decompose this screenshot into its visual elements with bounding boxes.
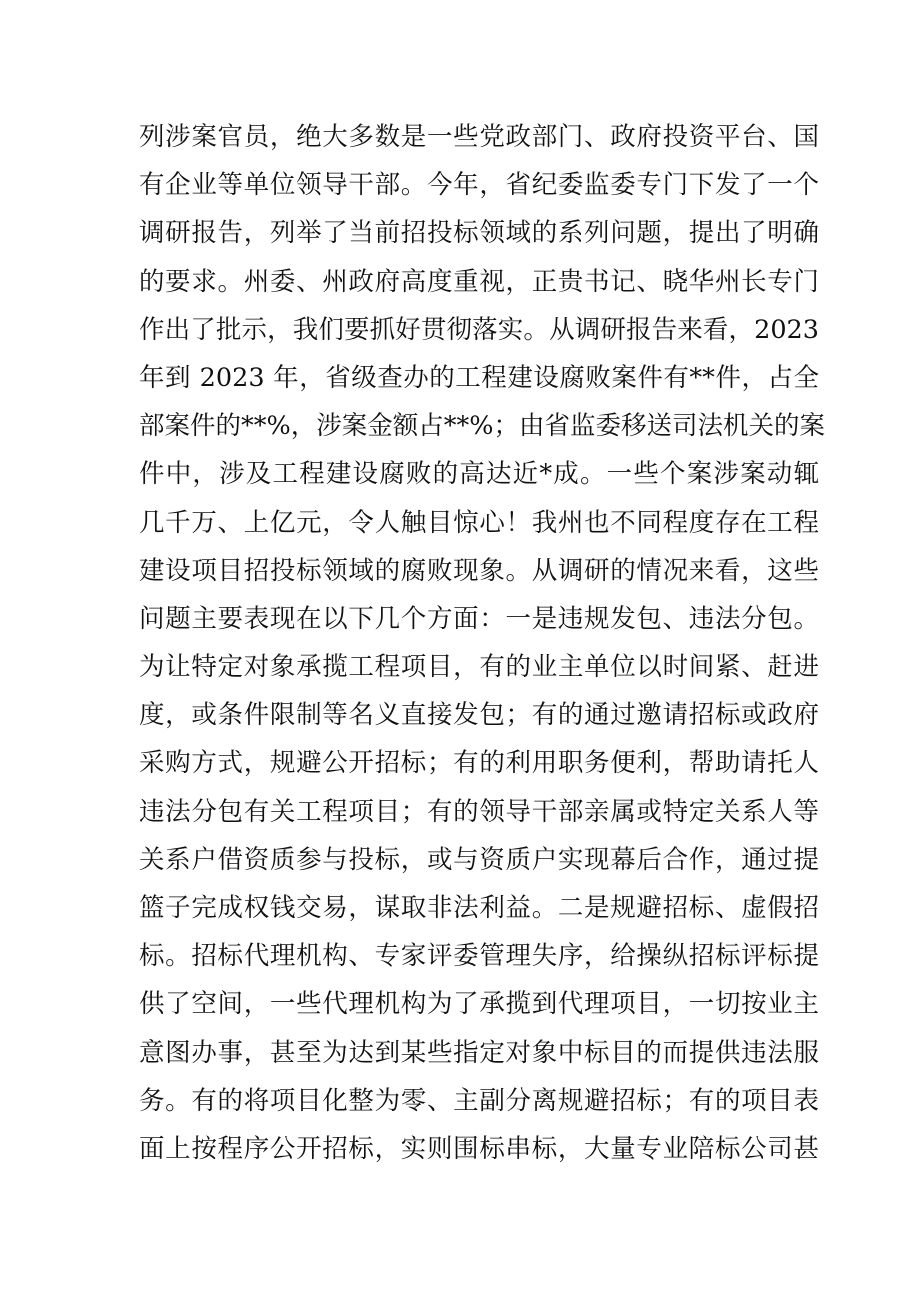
text-line: 篮子完成权钱交易，谋取非法利益。二是规避招标、虚假招: [139, 893, 819, 923]
text-line: 列涉案官员，绝大多数是一些党政部门、政府投资平台、国: [139, 122, 819, 152]
text-line: 年到 2023 年，省级查办的工程建设腐败案件有**件，占全: [139, 362, 819, 393]
text-line: 为让特定对象承揽工程项目，有的业主单位以时间紧、赶进: [139, 652, 819, 683]
text-line: 有企业等单位领导干部。今年，省纪委监委专门下发了一个: [139, 170, 819, 201]
text-line: 面上按程序公开招标，实则围标串标，大量专业陪标公司甚: [139, 1133, 819, 1164]
text-line: 几千万、上亿元，令人触目惊心！我州也不同程度存在工程: [139, 507, 819, 538]
text-line: 采购方式，规避公开招标；有的利用职务便利，帮助请托人: [139, 748, 819, 779]
text-line: 建设项目招投标领域的腐败现象。从调研的情况来看，这些: [139, 555, 819, 586]
text-line: 标。招标代理机构、专家评委管理失序，给操纵招标评标提: [139, 941, 819, 972]
text-line: 问题主要表现在以下几个方面：一是违规发包、违法分包。: [139, 603, 819, 634]
text-line: 的要求。州委、州政府高度重视，正贵书记、晓华州长专门: [139, 266, 819, 297]
text-line: 务。有的将项目化整为零、主副分离规避招标；有的项目表: [139, 1085, 819, 1116]
text-line: 部案件的**%，涉案金额占**%；由省监委移送司法机关的案: [139, 411, 825, 442]
body-text: [139, 113, 825, 1173]
text-line: 度，或条件限制等名义直接发包；有的通过邀请招标或政府: [139, 700, 819, 731]
text-line: 意图办事，甚至为达到某些指定对象中标目的而提供违法服: [139, 1037, 819, 1068]
text-line: 供了空间，一些代理机构为了承揽到代理项目，一切按业主: [139, 989, 819, 1020]
text-line: 件中，涉及工程建设腐败的高达近*成。一些个案涉案动辄: [139, 459, 819, 490]
text-line: 违法分包有关工程项目；有的领导干部亲属或特定关系人等: [139, 796, 819, 827]
text-line: 作出了批示，我们要抓好贯彻落实。从调研报告来看，2023: [139, 314, 819, 345]
text-line: 调研报告，列举了当前招投标领域的系列问题，提出了明确: [139, 218, 819, 249]
text-line: 关系户借资质参与投标，或与资质户实现幕后合作，通过提: [139, 844, 819, 875]
